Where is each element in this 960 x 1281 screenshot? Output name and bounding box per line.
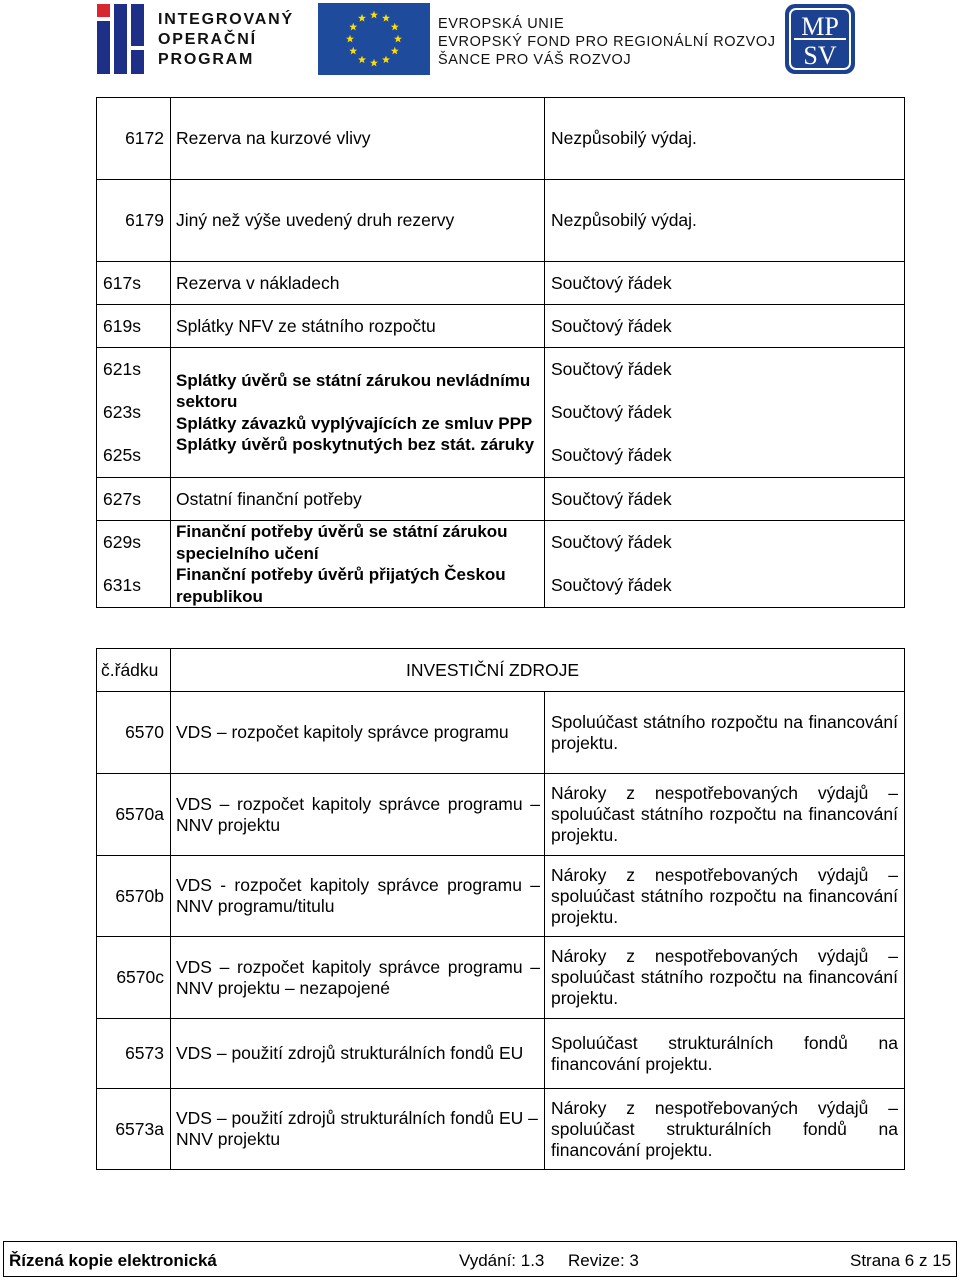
table-row-group <box>97 348 905 478</box>
row-name: VDS - rozpočet kapitoly správce programu – NNV programu/titulu <box>171 856 545 937</box>
table-header-row <box>97 649 905 692</box>
row-name: Ostatní finanční potřeby <box>171 478 545 521</box>
table-row <box>97 98 905 180</box>
group-values <box>545 521 905 608</box>
row-name: VDS – použití zdrojů strukturálních fondů EU <box>171 1019 545 1089</box>
table-row <box>97 1089 905 1170</box>
row-code: 619s <box>97 305 171 348</box>
row-value: Součtový řádek <box>551 532 672 552</box>
row-name-line: Splátky úvěrů se státní zárukou <box>176 370 432 390</box>
row-name-line: PPP <box>498 413 533 433</box>
row-value: Součtový řádek <box>551 359 672 379</box>
row-name <box>176 434 540 456</box>
row-name <box>176 370 540 413</box>
row-code: 6570b <box>97 856 171 937</box>
group-values <box>545 348 905 478</box>
page-footer <box>3 1241 957 1277</box>
row-value: Nároky z nespotřebovaných výdajů – spoluúčast státního rozpočtu na financování projektu. <box>545 774 905 856</box>
group-names <box>171 521 545 608</box>
row-value: Nároky z nespotřebovaných výdajů – spoluúčast státního rozpočtu na financování projektu. <box>545 937 905 1019</box>
table-row <box>97 478 905 521</box>
row-code: 6573 <box>97 1019 171 1089</box>
svg-text:MP: MP <box>801 12 839 41</box>
row-code: 621s <box>103 359 141 379</box>
row-name-line: nevládnímu sektoru <box>176 370 531 411</box>
row-name <box>176 413 540 435</box>
row-code: 6172 <box>97 98 171 180</box>
row-name: Rezerva v nákladech <box>171 262 545 305</box>
row-value: Nezpůsobilý výdaj. <box>545 98 905 180</box>
row-value: Součtový řádek <box>545 262 905 305</box>
table-row <box>97 1019 905 1089</box>
row-code: 631s <box>103 575 141 595</box>
eu-logo-text <box>438 15 776 69</box>
row-code: 623s <box>103 402 141 422</box>
eu-line3: ŠANCE PRO VÁŠ ROZVOJ <box>438 52 632 68</box>
footer-page-number: Strana 6 z 15 <box>850 1251 952 1270</box>
table-row <box>97 180 905 262</box>
row-name-line: republikou <box>176 586 263 606</box>
row-code: 625s <box>103 445 141 465</box>
column-header-code: č.řádku <box>97 649 171 692</box>
row-code: 627s <box>97 478 171 521</box>
row-name <box>176 521 540 564</box>
svg-text:SV: SV <box>803 41 837 70</box>
mpsv-logo <box>784 3 856 80</box>
row-code: 6179 <box>97 180 171 262</box>
row-code: 6570a <box>97 774 171 856</box>
row-name-line: specielního učení <box>176 543 319 563</box>
iop-logo <box>97 4 155 79</box>
row-name-line: Finanční potřeby úvěrů přijatých Českou <box>176 565 506 584</box>
row-name-line: záruky <box>480 435 535 454</box>
row-value: Nároky z nespotřebovaných výdajů – spoluúčast státního rozpočtu na financování projektu. <box>545 856 905 937</box>
row-name-line: Finanční potřeby úvěrů se státní zárukou <box>176 522 508 541</box>
iop-line1: INTEGROVANÝ <box>158 11 294 28</box>
iop-logo-text <box>158 10 294 70</box>
eu-line2: EVROPSKÝ FOND PRO REGIONÁLNÍ ROZVOJ <box>438 34 776 50</box>
mpsv-logo-mark <box>784 3 856 75</box>
table-row <box>97 262 905 305</box>
row-name: VDS – použití zdrojů strukturálních fondů EU – NNV projektu <box>171 1089 545 1170</box>
table-row <box>97 774 905 856</box>
eu-line1: EVROPSKÁ UNIE <box>438 16 565 32</box>
row-code: 6570c <box>97 937 171 1019</box>
row-value: Součtový řádek <box>545 305 905 348</box>
eu-flag-icon <box>318 3 430 75</box>
row-value: Součtový řádek <box>551 402 672 422</box>
row-name: Rezerva na kurzové vlivy <box>171 98 545 180</box>
group-codes <box>97 521 171 608</box>
row-value: Součtový řádek <box>551 445 672 465</box>
table-row <box>97 856 905 937</box>
iop-line3: PROGRAM <box>158 51 255 68</box>
row-code: 629s <box>103 532 141 552</box>
row-name: Jiný než výše uvedený druh rezervy <box>171 180 545 262</box>
table-row <box>97 305 905 348</box>
page-header <box>0 0 960 80</box>
investment-sources-table <box>96 648 905 1170</box>
footer-revision: Revize: 3 <box>568 1251 639 1270</box>
table-row <box>97 692 905 774</box>
row-name-line: Splátky závazků vyplývajících ze smluv <box>176 413 494 433</box>
row-value: Spoluúčast strukturálních fondů na financování projektu. <box>545 1019 905 1089</box>
row-code: 617s <box>97 262 171 305</box>
column-header-title: INVESTIČNÍ ZDROJE <box>171 649 905 692</box>
footer-copy-type: Řízená kopie elektronická <box>9 1251 217 1270</box>
group-codes <box>97 348 171 478</box>
footer-version: Vydání: 1.3 <box>459 1251 545 1270</box>
iop-line2: OPERAČNÍ <box>158 31 257 48</box>
row-value: Spoluúčast státního rozpočtu na financování projektu. <box>545 692 905 774</box>
row-name <box>176 564 540 607</box>
iop-logo-mark <box>97 4 155 74</box>
row-code: 6570 <box>97 692 171 774</box>
row-name: VDS – rozpočet kapitoly správce programu – NNV projektu – nezapojené <box>171 937 545 1019</box>
row-value: Nároky z nespotřebovaných výdajů – spoluúčast strukturálních fondů na financování projektu. <box>545 1089 905 1170</box>
row-name: VDS – rozpočet kapitoly správce programu – NNV projektu <box>171 774 545 856</box>
eu-flag <box>318 3 430 80</box>
expenditure-table <box>96 97 905 608</box>
row-value: Součtový řádek <box>545 478 905 521</box>
row-name-line: Splátky úvěrů poskytnutých bez stát. <box>176 435 476 454</box>
row-name: VDS – rozpočet kapitoly správce programu <box>171 692 545 774</box>
row-value: Součtový řádek <box>551 575 672 595</box>
row-name: Splátky NFV ze státního rozpočtu <box>171 305 545 348</box>
row-value: Nezpůsobilý výdaj. <box>545 180 905 262</box>
table-row <box>97 937 905 1019</box>
table-row-group <box>97 521 905 608</box>
group-names <box>171 348 545 478</box>
row-code: 6573a <box>97 1089 171 1170</box>
